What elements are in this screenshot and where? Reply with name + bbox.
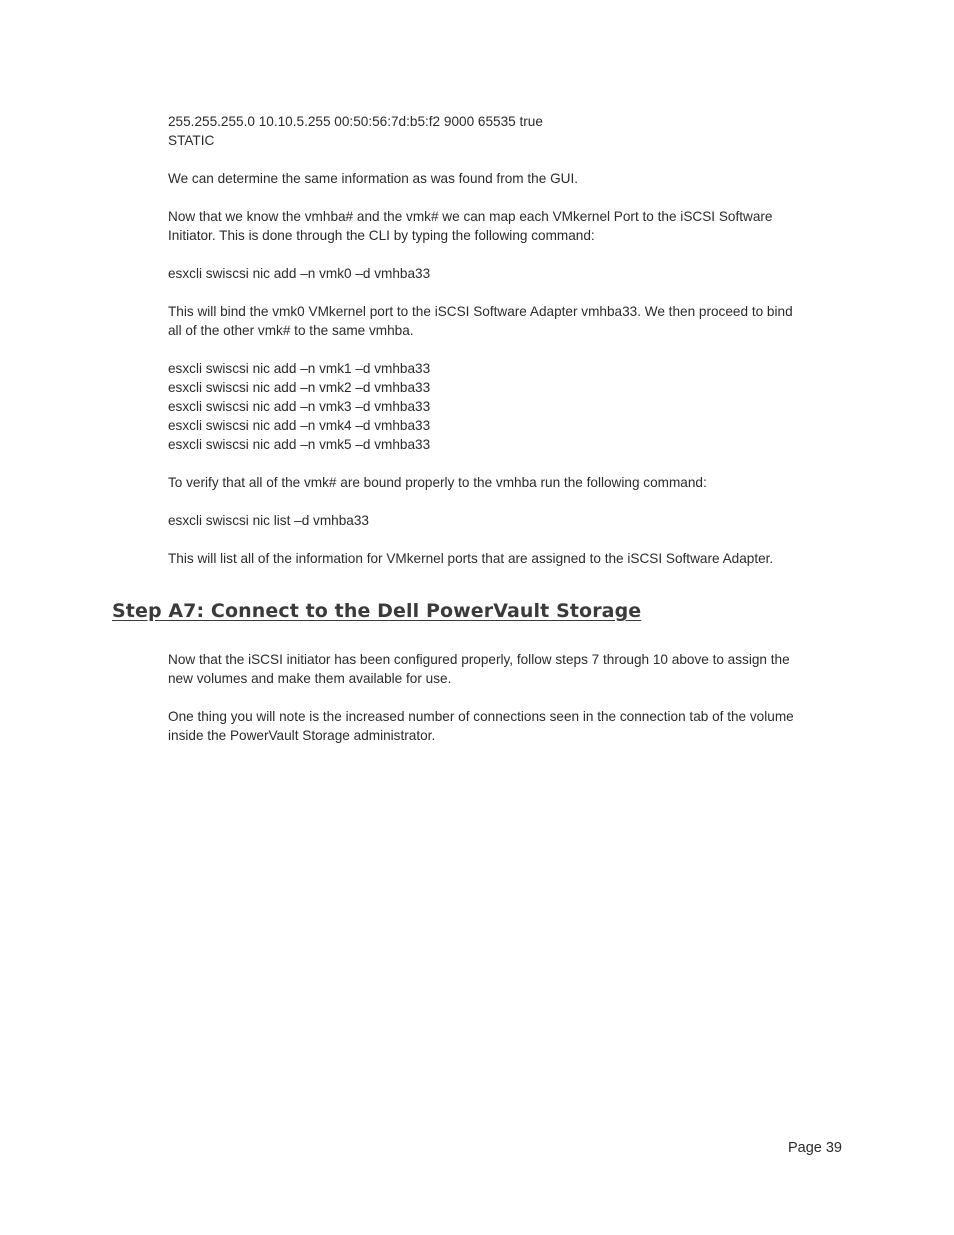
network-output-type: STATIC bbox=[168, 133, 215, 148]
paragraph-initiator-line-1: Now that the iSCSI initiator has been configured properly, follow steps 7 through 10 above to assign the bbox=[168, 652, 790, 667]
paragraph-map-ports-line-1: Now that we know the vmhba# and the vmk# we can map each VMkernel Port to the iSCSI Software bbox=[168, 209, 773, 224]
paragraph-bind-line-2: all of the other vmk# to the same vmhba. bbox=[168, 323, 414, 338]
section-heading: Step A7: Connect to the Dell PowerVault Storage bbox=[112, 600, 642, 622]
bind-command: esxcli swiscsi nic add –n vmk5 –d vmhba33 bbox=[168, 437, 431, 452]
bind-command: esxcli swiscsi nic add –n vmk2 –d vmhba33 bbox=[168, 380, 431, 395]
command-list-text: esxcli swiscsi nic list –d vmhba33 bbox=[168, 513, 369, 528]
page-number: Page 39 bbox=[787, 1140, 842, 1156]
paragraph-verify-text: To verify that all of the vmk# are bound properly to the vmhba run the following command: bbox=[168, 475, 707, 490]
paragraph-verify bbox=[168, 473, 848, 492]
paragraph-connections-line-2: inside the PowerVault Storage administrator. bbox=[168, 728, 436, 743]
paragraph-bind-line-1: This will bind the vmk0 VMkernel port to the iSCSI Software Adapter vmhba33. We then proceed to bind bbox=[168, 304, 793, 319]
paragraph-map-ports bbox=[168, 207, 848, 245]
paragraph-connections-line-1: One thing you will note is the increased number of connections seen in the connection tab of the volume bbox=[168, 709, 794, 724]
paragraph-connections bbox=[168, 707, 848, 745]
command-vmk0-text: esxcli swiscsi nic add –n vmk0 –d vmhba33 bbox=[168, 266, 431, 281]
paragraph-same-info bbox=[168, 169, 848, 188]
paragraph-initiator bbox=[168, 650, 848, 688]
paragraph-list-info bbox=[168, 549, 848, 568]
paragraph-list-info-text: This will list all of the information for VMkernel ports that are assigned to the iSCSI Software Adapter. bbox=[168, 551, 774, 566]
bind-commands-list bbox=[168, 359, 848, 454]
bind-command: esxcli swiscsi nic add –n vmk4 –d vmhba33 bbox=[168, 418, 431, 433]
bind-command: esxcli swiscsi nic add –n vmk1 –d vmhba33 bbox=[168, 361, 431, 376]
bind-command: esxcli swiscsi nic add –n vmk3 –d vmhba33 bbox=[168, 399, 431, 414]
command-vmk0 bbox=[168, 264, 848, 283]
paragraph-bind bbox=[168, 302, 848, 340]
paragraph-map-ports-line-2: Initiator. This is done through the CLI by typing the following command: bbox=[168, 228, 595, 243]
paragraph-initiator-line-2: new volumes and make them available for use. bbox=[168, 671, 452, 686]
network-output-block bbox=[168, 112, 848, 150]
paragraph-same-info-text: We can determine the same information as was found from the GUI. bbox=[168, 171, 579, 186]
network-output-line: 255.255.255.0 10.10.5.255 00:50:56:7d:b5:f2 9000 65535 true bbox=[168, 114, 543, 129]
command-list bbox=[168, 511, 848, 530]
